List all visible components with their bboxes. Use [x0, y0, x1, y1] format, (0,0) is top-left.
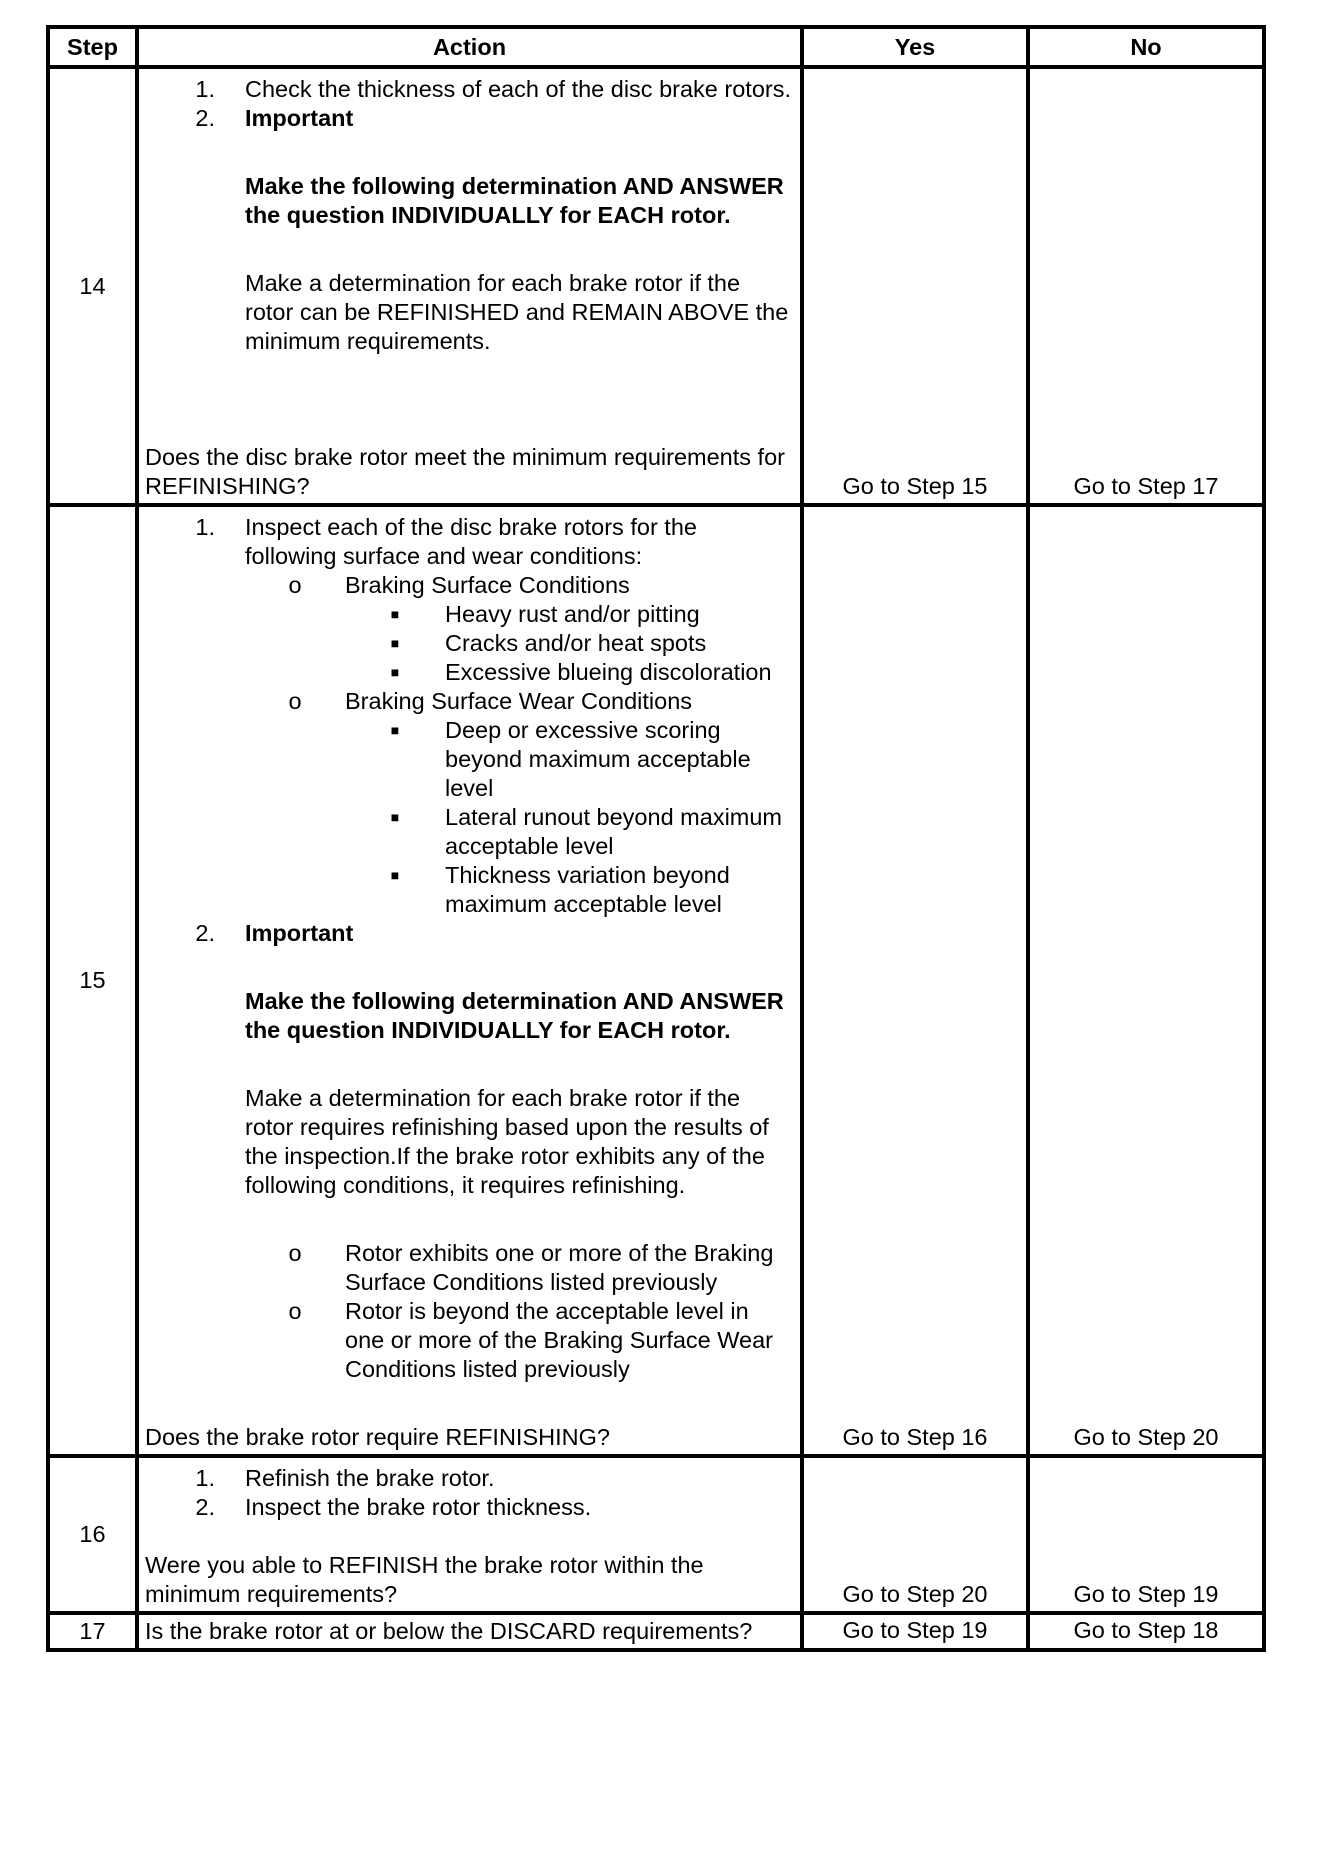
step-number: 14 — [48, 67, 137, 505]
instruction-text: Make a determination for each brake rotor if the rotor can be REFINISHED and REMAIN ABOVE the minimum requirements. — [245, 270, 789, 354]
no-cell: Go to Step 18 — [1028, 1613, 1264, 1650]
header-row — [48, 27, 1264, 67]
sub-list-item: o Braking Surface Conditions — [288, 572, 630, 598]
no-cell: Go to Step 19 — [1028, 1456, 1264, 1613]
header-action: Action — [137, 27, 802, 67]
question-text: Does the brake rotor require REFINISHING? — [145, 1424, 610, 1450]
list-item: 1. Check the thickness of each of the disc brake rotors. — [195, 76, 791, 102]
bullet-item: ■ Thickness variation beyond maximum acceptable level — [390, 862, 730, 917]
sub-list-item: o Braking Surface Wear Conditions — [288, 688, 693, 714]
table-row-step-16 — [48, 1456, 1264, 1613]
table-row-step-14 — [48, 67, 1264, 505]
no-cell: Go to Step 20 — [1028, 505, 1264, 1456]
list-item: 2. Inspect the brake rotor thickness. — [195, 1494, 592, 1520]
yes-cell: Go to Step 20 — [802, 1456, 1028, 1613]
bullet-item: ■ Lateral runout beyond maximum acceptable level — [390, 804, 783, 859]
header-no: No — [1028, 27, 1264, 67]
action-cell — [137, 1456, 802, 1613]
table-row-step-15 — [48, 505, 1264, 1456]
yes-cell: Go to Step 19 — [802, 1613, 1028, 1650]
action-cell — [137, 67, 802, 505]
list-item: 1. Refinish the brake rotor. — [195, 1465, 495, 1491]
header-step: Step — [48, 27, 137, 67]
header-yes: Yes — [802, 27, 1028, 67]
condition-item: o Rotor exhibits one or more of the Braking Surface Conditions listed previously — [288, 1240, 774, 1295]
instruction-bold: Make the following determination AND ANSWER the question INDIVIDUALLY for EACH rotor. — [245, 173, 784, 228]
bullet-item: ■ Deep or excessive scoring beyond maximum acceptable level — [390, 717, 751, 801]
step-number: 15 — [48, 505, 137, 1456]
list-item: 1. Inspect each of the disc brake rotors for the following surface and wear conditions: — [195, 514, 697, 569]
bullet-item: ■ Cracks and/or heat spots — [390, 630, 707, 656]
question-text: Is the brake rotor at or below the DISCARD requirements? — [137, 1613, 802, 1650]
condition-item: o Rotor is beyond the acceptable level in one or more of the Braking Surface Wear Conditions listed previously — [288, 1298, 774, 1382]
yes-cell: Go to Step 15 — [802, 67, 1028, 505]
step-number: 17 — [48, 1613, 137, 1650]
diagnostic-table — [46, 25, 1266, 1652]
step-number: 16 — [48, 1456, 137, 1613]
yes-cell: Go to Step 16 — [802, 505, 1028, 1456]
list-item: 2. Important — [195, 920, 354, 946]
bullet-item: ■ Heavy rust and/or pitting — [390, 601, 700, 627]
no-cell: Go to Step 17 — [1028, 67, 1264, 505]
instruction-text: Make a determination for each brake rotor if the rotor requires refinishing based upon the results of the inspection.If the brake rotor exhibits any of the following conditions, it requires refinishing. — [245, 1085, 769, 1198]
question-text: Were you able to REFINISH the brake rotor within the minimum requirements? — [145, 1552, 704, 1607]
action-cell — [137, 505, 802, 1456]
table-row-step-17 — [48, 1613, 1264, 1650]
bullet-item: ■ Excessive blueing discoloration — [390, 659, 772, 685]
instruction-bold: Make the following determination AND ANSWER the question INDIVIDUALLY for EACH rotor. — [245, 988, 784, 1043]
question-text: Does the disc brake rotor meet the minimum requirements for REFINISHING? — [145, 444, 785, 499]
list-item: 2. Important — [195, 105, 354, 131]
